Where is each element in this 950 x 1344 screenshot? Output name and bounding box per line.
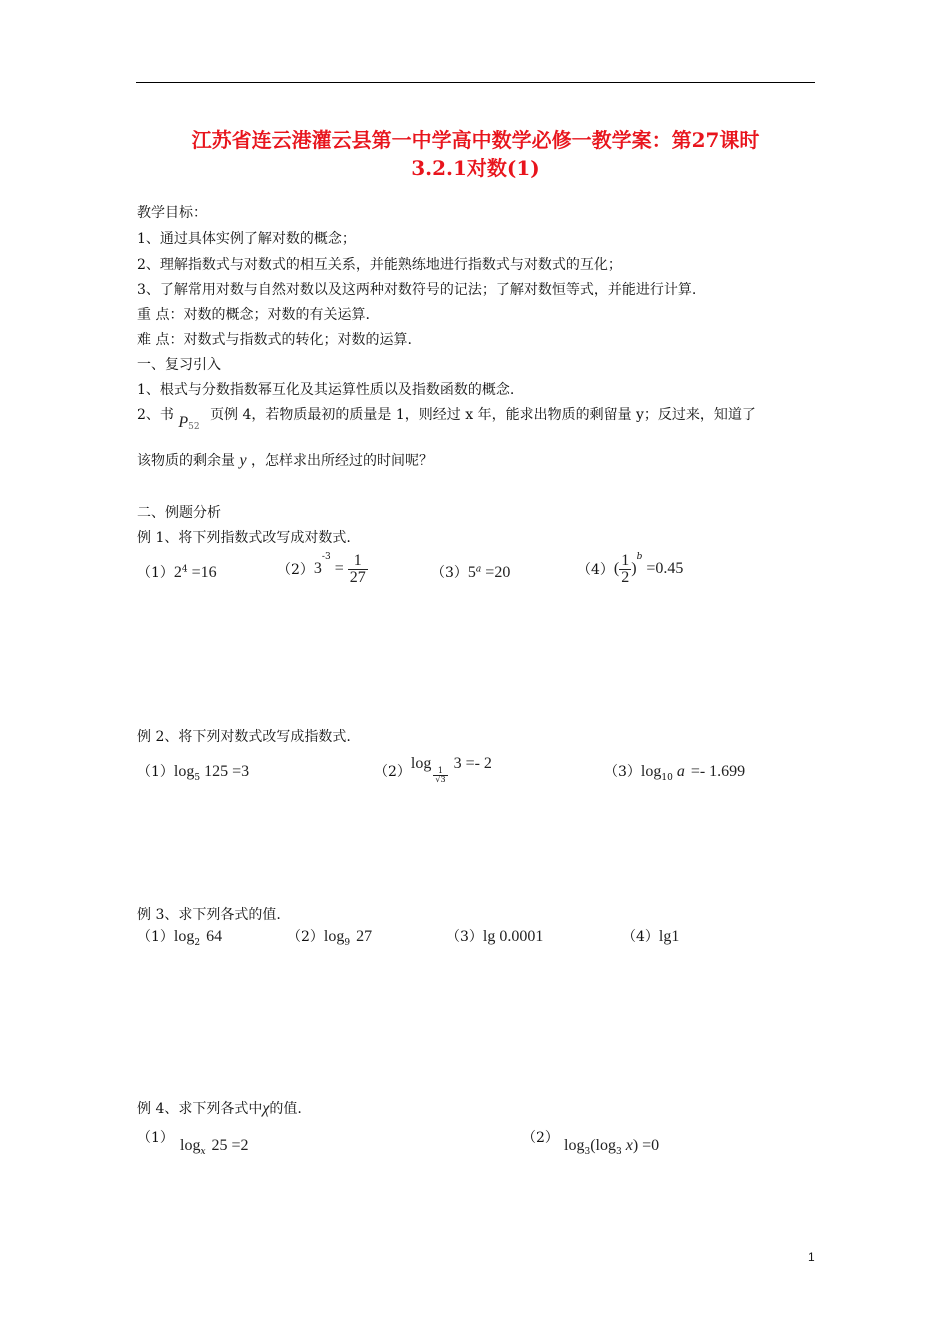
page-title-line2: 3.2.1对数(1) — [411, 156, 540, 180]
example-4-title-b: 的值. — [269, 1101, 302, 1117]
math-exp: a — [475, 564, 482, 575]
math-expr: lg1 — [658, 928, 680, 945]
page-ref-number: 52 — [188, 421, 200, 432]
label: （1） — [137, 565, 174, 581]
label: （4） — [622, 929, 659, 945]
math-log: log — [410, 755, 432, 772]
goal-item-1: 1、通过具体实例了解对数的概念； — [137, 231, 356, 247]
math-log-base: 2 — [194, 937, 201, 948]
math-log-base: 10 — [661, 772, 673, 783]
math-log-base-inner: 3 — [615, 1146, 622, 1157]
math-log-outer: log — [564, 1137, 585, 1154]
math-fraction — [619, 553, 631, 586]
math-log-base: 9 — [344, 937, 351, 948]
denominator: 27 — [349, 568, 366, 586]
numerator: 1 — [621, 551, 630, 569]
math-rhs: ) =0 — [632, 1137, 660, 1154]
label: （3） — [431, 565, 468, 581]
label: （2） — [277, 562, 314, 578]
example-1-item-1 — [137, 562, 217, 582]
page-number: 1 — [808, 1250, 815, 1264]
example-3-item-4 — [622, 926, 679, 946]
denominator: 2 — [621, 568, 630, 586]
page-title-line1: 江苏省连云港灌云县第一中学高中数学必修一教学案：第27课时 — [191, 128, 760, 152]
math-rhs: =- 1.699 — [690, 763, 746, 780]
example-3-item-1 — [137, 926, 222, 948]
label: （3） — [446, 929, 483, 945]
example-4-title-a: 例 4、求下列各式中 — [137, 1101, 263, 1117]
math-base: 2 — [173, 564, 182, 581]
math-paren-open: ( — [613, 560, 620, 577]
label: （1） — [137, 764, 174, 780]
example-1-title: 例 1、将下列指数式改写成对数式. — [137, 530, 351, 546]
example-4-item-1-label: （1） — [137, 1130, 174, 1146]
math-log-base-outer: 3 — [584, 1146, 591, 1157]
example-1-item-2 — [277, 552, 368, 586]
numerator: 1 — [433, 767, 447, 776]
math-rhs: 125 =3 — [204, 763, 250, 780]
math-var-chi: χ — [262, 1100, 270, 1117]
math-exp: b — [636, 552, 643, 562]
math-arg: 27 — [356, 928, 373, 945]
difficulties: 难 点：对数式与指数式的转化；对数的运算. — [137, 332, 412, 348]
math-rhs: =20 — [485, 564, 511, 581]
review-heading: 一、复习引入 — [137, 357, 221, 373]
example-2-item-1 — [137, 761, 249, 783]
math-base: 3 — [313, 560, 322, 577]
review-item-2 — [137, 404, 756, 432]
math-var-a: a — [676, 763, 685, 780]
math-log: log — [173, 763, 195, 780]
example-1-item-4 — [577, 552, 683, 586]
key-points: 重 点：对数的概念；对数的有关运算. — [137, 307, 370, 323]
example-3-title: 例 3、求下列各式的值. — [137, 907, 281, 923]
example-4-item-2-label: （2） — [522, 1130, 559, 1146]
math-log-inner: (log — [590, 1137, 616, 1154]
math-rhs: 25 =2 — [211, 1137, 249, 1154]
review-item-2-cont-a: 该物质的剩余量 — [137, 453, 235, 469]
label: （3） — [604, 764, 641, 780]
review-item-2-cont — [137, 450, 433, 470]
label: （4） — [577, 562, 614, 578]
math-paren-close: ) — [631, 560, 637, 577]
denominator: √3 — [435, 775, 446, 784]
math-eq: = — [334, 560, 344, 577]
math-log: log — [323, 928, 345, 945]
math-log-base: 5 — [194, 772, 201, 783]
goals-heading: 教学目标： — [137, 205, 207, 221]
math-base: 5 — [467, 564, 476, 581]
review-item-2-body: 页例 4，若物质最初的质量是 1，则经过 x 年，能求出物质的剩留量 y；反过来，知道了 — [210, 407, 756, 423]
math-fraction — [348, 553, 368, 586]
math-exp: 4 — [181, 564, 188, 575]
review-item-2-prefix: 2、书 — [137, 407, 174, 423]
math-log-base: x — [200, 1146, 206, 1157]
math-rhs: =16 — [191, 564, 217, 581]
math-log: log — [180, 1137, 201, 1154]
example-1-item-3 — [431, 562, 510, 582]
math-log: log — [640, 763, 662, 780]
example-3-item-3 — [446, 926, 543, 946]
math-exp: -3 — [321, 552, 331, 562]
example-2-item-2 — [374, 753, 492, 784]
numerator: 1 — [348, 553, 368, 570]
math-var-x: x — [625, 1137, 633, 1154]
label: （1） — [137, 929, 174, 945]
var-y: y — [239, 452, 247, 469]
math-log: log — [173, 928, 195, 945]
label: （2） — [374, 764, 411, 780]
math-expr: lg 0.0001 — [482, 928, 544, 945]
goal-item-2: 2、理解指数式与对数式的相互关系，并能熟练地进行指数式与对数式的互化； — [137, 257, 622, 273]
math-arg: 64 — [206, 928, 223, 945]
example-2-item-3 — [604, 761, 745, 783]
example-3-item-2 — [287, 926, 372, 948]
label: （2） — [287, 929, 324, 945]
math-rhs: =0.45 — [646, 560, 684, 577]
goal-item-3: 3、了解常用对数与自然对数以及这两种对数符号的记法；了解对数恒等式，并能进行计算. — [137, 282, 697, 298]
example-2-title: 例 2、将下列对数式改写成指数式. — [137, 729, 351, 745]
page-ref-p: P — [178, 414, 189, 431]
review-item-2-cont-b: ，怎样求出所经过的时间呢？ — [251, 453, 434, 469]
math-log-base-fraction — [433, 767, 447, 784]
math-rhs: 3 =- 2 — [453, 755, 492, 772]
examples-heading: 二、例题分析 — [137, 505, 221, 521]
header-rule — [136, 82, 815, 83]
review-item-1: 1、根式与分数指数幂互化及其运算性质以及指数函数的概念. — [137, 382, 515, 398]
example-4-item-1 — [180, 1137, 249, 1157]
example-4-item-2 — [564, 1137, 659, 1157]
example-4-title — [137, 1098, 302, 1118]
